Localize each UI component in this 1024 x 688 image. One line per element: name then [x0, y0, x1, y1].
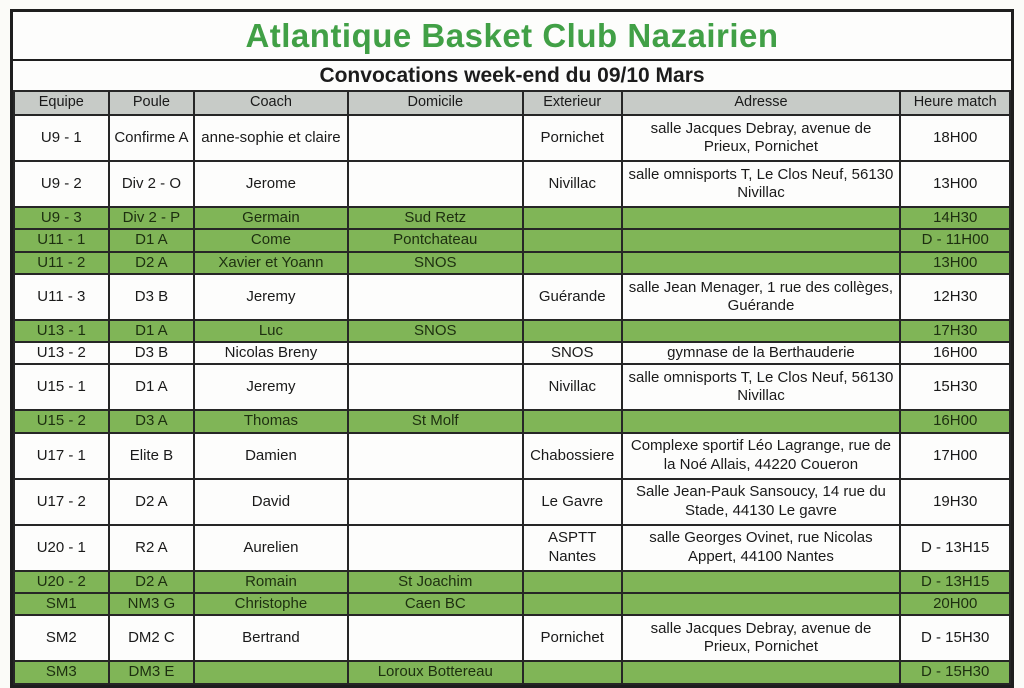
- table-row: [14, 320, 1010, 342]
- table-row: [14, 525, 1010, 571]
- cell-coach: Bertrand: [194, 615, 347, 661]
- cell-exterieur: Nivillac: [523, 161, 622, 207]
- cell-equipe: SM3: [14, 661, 109, 683]
- cell-exterieur: [523, 320, 622, 342]
- cell-equipe: U17 - 1: [14, 433, 109, 479]
- cell-exterieur: [523, 661, 622, 683]
- cell-heure: 14H30: [900, 207, 1010, 229]
- cell-adresse: [622, 410, 901, 432]
- cell-adresse: [622, 571, 901, 593]
- cell-equipe: U17 - 2: [14, 479, 109, 525]
- cell-domicile: [348, 615, 523, 661]
- cell-exterieur: [523, 571, 622, 593]
- cell-adresse: salle Jean Menager, 1 rue des collèges, Guérande: [622, 274, 901, 320]
- cell-exterieur: [523, 593, 622, 615]
- cell-domicile: SNOS: [348, 320, 523, 342]
- table-row: [14, 207, 1010, 229]
- cell-exterieur: [523, 207, 622, 229]
- cell-exterieur: [523, 252, 622, 274]
- cell-poule: DM3 E: [109, 661, 195, 683]
- cell-adresse: salle omnisports T, Le Clos Neuf, 56130 Nivillac: [622, 161, 901, 207]
- cell-adresse: [622, 593, 901, 615]
- cell-heure: 17H00: [900, 433, 1010, 479]
- cell-coach: Come: [194, 229, 347, 251]
- cell-domicile: [348, 479, 523, 525]
- cell-poule: Elite B: [109, 433, 195, 479]
- table-row: [14, 571, 1010, 593]
- cell-heure: 13H00: [900, 161, 1010, 207]
- header-row: [14, 91, 1010, 115]
- cell-coach: Thomas: [194, 410, 347, 432]
- cell-domicile: [348, 433, 523, 479]
- cell-equipe: SM2: [14, 615, 109, 661]
- page-subtitle: Convocations week-end du 09/10 Mars: [319, 63, 705, 87]
- cell-domicile: [348, 364, 523, 410]
- cell-coach: David: [194, 479, 347, 525]
- cell-heure: D - 13H15: [900, 571, 1010, 593]
- table-row: [14, 410, 1010, 432]
- cell-adresse: salle Georges Ovinet, rue Nicolas Appert, 44100 Nantes: [622, 525, 901, 571]
- col-header-poule: Poule: [109, 91, 195, 115]
- cell-coach: Nicolas Breny: [194, 342, 347, 364]
- cell-heure: 13H00: [900, 252, 1010, 274]
- cell-equipe: U15 - 1: [14, 364, 109, 410]
- cell-poule: Div 2 - P: [109, 207, 195, 229]
- cell-poule: D2 A: [109, 479, 195, 525]
- cell-equipe: U11 - 3: [14, 274, 109, 320]
- cell-adresse: salle Jacques Debray, avenue de Prieux, Pornichet: [622, 115, 901, 161]
- cell-equipe: U20 - 1: [14, 525, 109, 571]
- cell-adresse: [622, 229, 901, 251]
- cell-heure: D - 11H00: [900, 229, 1010, 251]
- cell-domicile: Loroux Bottereau: [348, 661, 523, 683]
- cell-poule: Div 2 - O: [109, 161, 195, 207]
- cell-adresse: [622, 320, 901, 342]
- cell-equipe: U11 - 2: [14, 252, 109, 274]
- convocations-table: [13, 90, 1011, 685]
- cell-coach: anne-sophie et claire: [194, 115, 347, 161]
- cell-exterieur: ASPTT Nantes: [523, 525, 622, 571]
- cell-poule: D2 A: [109, 571, 195, 593]
- cell-coach: Aurelien: [194, 525, 347, 571]
- cell-heure: 18H00: [900, 115, 1010, 161]
- cell-exterieur: Le Gavre: [523, 479, 622, 525]
- cell-heure: D - 13H15: [900, 525, 1010, 571]
- cell-heure: 20H00: [900, 593, 1010, 615]
- col-header-adresse: Adresse: [622, 91, 901, 115]
- cell-domicile: [348, 525, 523, 571]
- cell-domicile: Caen BC: [348, 593, 523, 615]
- cell-equipe: U13 - 1: [14, 320, 109, 342]
- table-row: [14, 433, 1010, 479]
- cell-exterieur: Guérande: [523, 274, 622, 320]
- table-row: [14, 161, 1010, 207]
- cell-poule: R2 A: [109, 525, 195, 571]
- table-row: [14, 274, 1010, 320]
- cell-heure: 16H00: [900, 410, 1010, 432]
- cell-coach: Jerome: [194, 161, 347, 207]
- cell-exterieur: Chabossiere: [523, 433, 622, 479]
- cell-adresse: [622, 252, 901, 274]
- cell-domicile: [348, 342, 523, 364]
- cell-adresse: [622, 207, 901, 229]
- cell-poule: D2 A: [109, 252, 195, 274]
- cell-heure: 19H30: [900, 479, 1010, 525]
- cell-domicile: [348, 274, 523, 320]
- col-header-coach: Coach: [194, 91, 347, 115]
- cell-coach: Damien: [194, 433, 347, 479]
- cell-heure: 15H30: [900, 364, 1010, 410]
- cell-adresse: Salle Jean-Pauk Sansoucy, 14 rue du Stade, 44130 Le gavre: [622, 479, 901, 525]
- cell-adresse: gymnase de la Berthauderie: [622, 342, 901, 364]
- cell-exterieur: Pornichet: [523, 115, 622, 161]
- cell-coach: Christophe: [194, 593, 347, 615]
- col-header-equipe: Equipe: [14, 91, 109, 115]
- cell-domicile: St Joachim: [348, 571, 523, 593]
- cell-domicile: Pontchateau: [348, 229, 523, 251]
- cell-equipe: SM1: [14, 593, 109, 615]
- cell-coach: Germain: [194, 207, 347, 229]
- cell-domicile: [348, 161, 523, 207]
- table-row: [14, 342, 1010, 364]
- table-row: [14, 479, 1010, 525]
- cell-heure: D - 15H30: [900, 615, 1010, 661]
- cell-heure: D - 15H30: [900, 661, 1010, 683]
- club-title: Atlantique Basket Club Nazairien: [13, 12, 1011, 61]
- cell-exterieur: [523, 229, 622, 251]
- cell-adresse: [622, 661, 901, 683]
- cell-equipe: U9 - 1: [14, 115, 109, 161]
- cell-poule: D3 B: [109, 274, 195, 320]
- cell-heure: 16H00: [900, 342, 1010, 364]
- table-row: [14, 252, 1010, 274]
- cell-equipe: U13 - 2: [14, 342, 109, 364]
- cell-coach: Xavier et Yoann: [194, 252, 347, 274]
- col-header-domicile: Domicile: [348, 91, 523, 115]
- cell-poule: NM3 G: [109, 593, 195, 615]
- scanned-sheet: [10, 9, 1014, 688]
- cell-adresse: salle Jacques Debray, avenue de Prieux, Pornichet: [622, 615, 901, 661]
- cell-equipe: U15 - 2: [14, 410, 109, 432]
- cell-coach: Jeremy: [194, 364, 347, 410]
- cell-domicile: [348, 115, 523, 161]
- cell-poule: D1 A: [109, 229, 195, 251]
- cell-exterieur: Nivillac: [523, 364, 622, 410]
- col-header-exterieur: Exterieur: [523, 91, 622, 115]
- cell-heure: 17H30: [900, 320, 1010, 342]
- cell-exterieur: [523, 410, 622, 432]
- cell-exterieur: Pornichet: [523, 615, 622, 661]
- table-row: [14, 615, 1010, 661]
- cell-equipe: U9 - 2: [14, 161, 109, 207]
- table-row: [14, 661, 1010, 683]
- cell-equipe: U11 - 1: [14, 229, 109, 251]
- cell-poule: D1 A: [109, 320, 195, 342]
- cell-poule: D3 B: [109, 342, 195, 364]
- table-row: [14, 593, 1010, 615]
- cell-domicile: SNOS: [348, 252, 523, 274]
- cell-coach: Jeremy: [194, 274, 347, 320]
- col-header-heure-match: Heure match: [900, 91, 1010, 115]
- cell-domicile: St Molf: [348, 410, 523, 432]
- cell-poule: DM2 C: [109, 615, 195, 661]
- cell-adresse: salle omnisports T, Le Clos Neuf, 56130 Nivillac: [622, 364, 901, 410]
- cell-coach: Romain: [194, 571, 347, 593]
- cell-poule: D3 A: [109, 410, 195, 432]
- cell-poule: D1 A: [109, 364, 195, 410]
- cell-equipe: U9 - 3: [14, 207, 109, 229]
- table-row: [14, 229, 1010, 251]
- table-row: [14, 364, 1010, 410]
- cell-poule: Confirme A: [109, 115, 195, 161]
- cell-domicile: Sud Retz: [348, 207, 523, 229]
- table-row: [14, 115, 1010, 161]
- cell-coach: Luc: [194, 320, 347, 342]
- cell-equipe: U20 - 2: [14, 571, 109, 593]
- cell-coach: [194, 661, 347, 683]
- cell-adresse: Complexe sportif Léo Lagrange, rue de la Noé Allais, 44220 Coueron: [622, 433, 901, 479]
- cell-exterieur: SNOS: [523, 342, 622, 364]
- cell-heure: 12H30: [900, 274, 1010, 320]
